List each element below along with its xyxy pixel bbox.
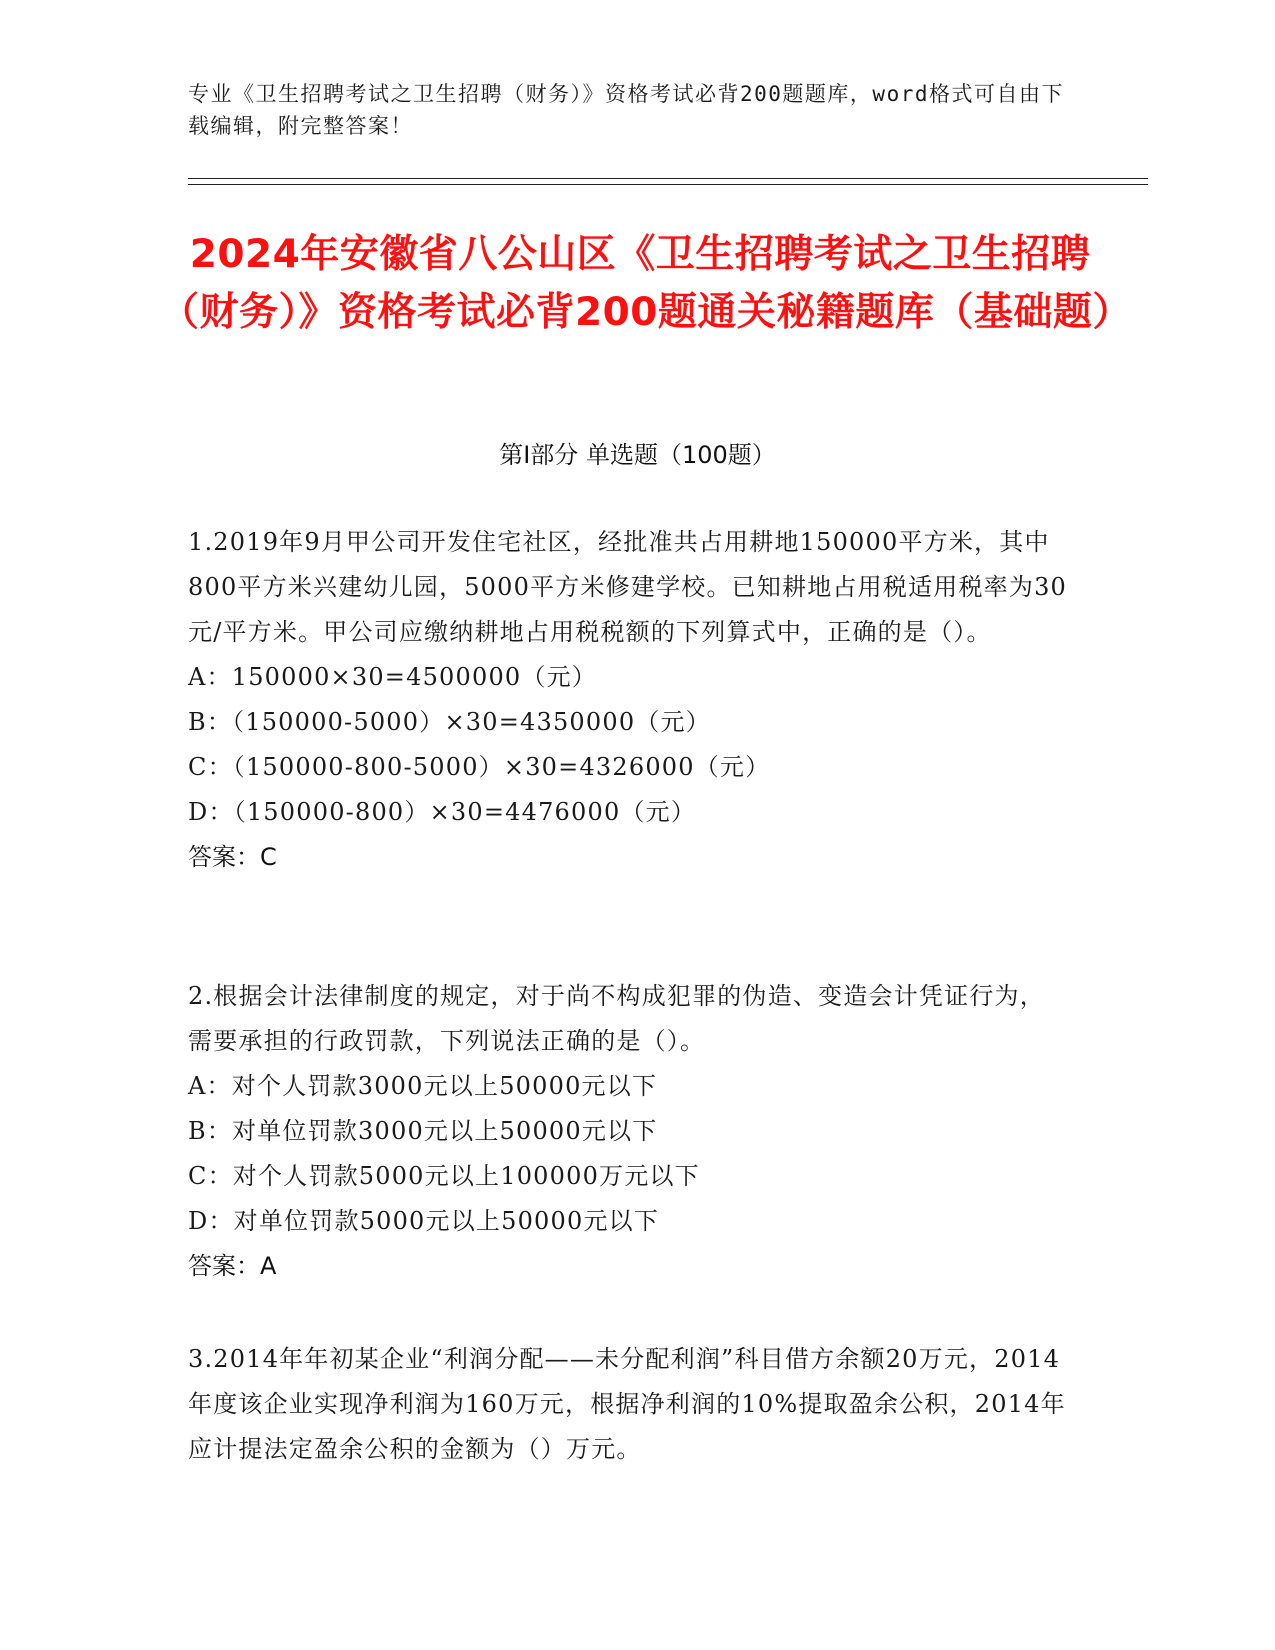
- option-c: C：（150000-800-5000）×30=4326000（元）: [188, 753, 771, 781]
- question-1: [188, 520, 1068, 880]
- option-b: B：（150000-5000）×30=4350000（元）: [188, 708, 711, 736]
- header-divider-bottom: [188, 184, 1148, 185]
- option-d: D：（150000-800）×30=4476000（元）: [188, 798, 697, 826]
- option-c: C：对个人罚款5000元以上100000万元以下: [188, 1162, 700, 1190]
- answer: 答案：C: [188, 843, 277, 871]
- header-divider-top: [188, 178, 1148, 179]
- question-stem: 1.2019年9月甲公司开发住宅社区，经批准共占用耕地150000平方米，其中800平方米兴建幼儿园，5000平方米修建学校。已知耕地占用税适用税率为30元/平方米。甲公司应缴纳耕地占用税税额的下列算式中，正确的是（）。: [188, 528, 1068, 646]
- section-heading: 第I部分 单选题（100题）: [499, 441, 776, 469]
- header-note: 专业《卫生招聘考试之卫生招聘（财务）》资格考试必背200题题库，word格式可自由下载编辑，附完整答案！: [188, 82, 1064, 138]
- question-stem: 3.2014年年初某企业“利润分配——未分配利润”科目借方余额20万元，2014年度该企业实现净利润为160万元，根据净利润的10%提取盈余公积，2014年应计提法定盈余公积的金额为（）万元。: [188, 1345, 1066, 1463]
- option-a: A：对个人罚款3000元以上50000元以下: [188, 1072, 658, 1100]
- option-a: A：150000×30=4500000（元）: [188, 663, 597, 691]
- question-stem: 2.根据会计法律制度的规定，对于尚不构成犯罪的伪造、变造会计凭证行为，需要承担的行政罚款，下列说法正确的是（）。: [188, 982, 1045, 1055]
- question-3: [188, 1337, 1068, 1472]
- answer: 答案：A: [188, 1252, 277, 1280]
- option-b: B：对单位罚款3000元以上50000元以下: [188, 1117, 658, 1145]
- document-title: 2024年安徽省八公山区《卫生招聘考试之卫生招聘（财务）》资格考试必背200题通关秘籍题库（基础题）: [160, 232, 1132, 335]
- question-2: [188, 974, 1068, 1289]
- option-d: D：对单位罚款5000元以上50000元以下: [188, 1207, 660, 1235]
